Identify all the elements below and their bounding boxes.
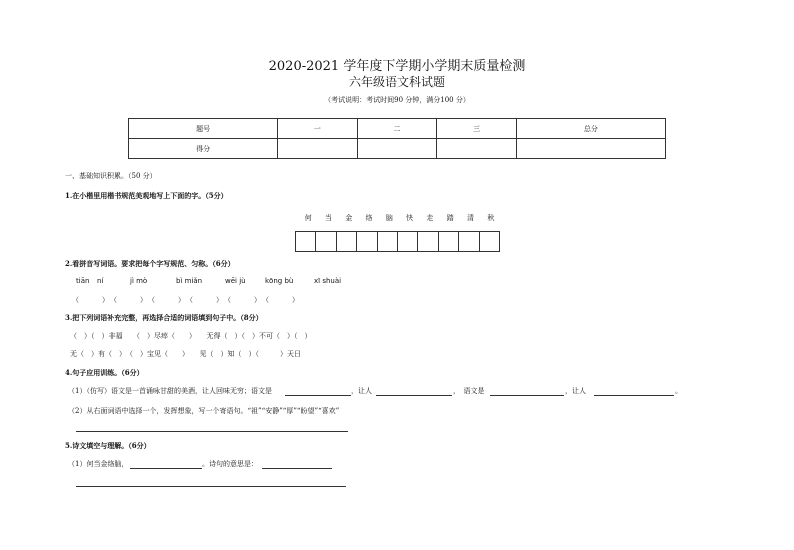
q1-char: 走	[426, 214, 434, 222]
writing-box[interactable]	[356, 231, 377, 252]
exam-note: （考试说明：考试时间90 分钟，满分100 分）	[324, 96, 470, 104]
score-header-cell: 总分	[516, 119, 665, 139]
writing-box[interactable]	[315, 231, 336, 252]
score-table-score-row	[129, 139, 666, 159]
writing-box[interactable]	[438, 231, 459, 252]
q1-char: 秋	[487, 214, 495, 222]
score-cell[interactable]	[437, 139, 517, 159]
q4-blank[interactable]	[285, 395, 351, 396]
q2-pinyin: xī shuài	[314, 277, 342, 285]
q1-char: 络	[365, 214, 373, 222]
question-3-title: 3.把下列词语补充完整，再选择合适的词语填到句子中。（8分）	[65, 313, 263, 322]
score-cell[interactable]	[357, 139, 437, 159]
score-table	[128, 118, 666, 159]
score-cell[interactable]	[278, 139, 358, 159]
score-header-cell: 一	[278, 119, 358, 139]
q5-answer-line[interactable]	[76, 486, 346, 487]
q5-item-1-part-b: 。诗句的意思是：	[202, 460, 258, 468]
q2-pinyin: tiān	[76, 277, 90, 285]
score-table-header-row	[129, 119, 666, 139]
q2-pinyin: ní	[97, 277, 104, 285]
score-header-cell: 题号	[129, 119, 278, 139]
q1-char: 脑	[385, 214, 393, 222]
q5-blank[interactable]	[262, 468, 332, 469]
writing-box[interactable]	[336, 231, 357, 252]
q4-answer-line[interactable]	[76, 431, 348, 432]
q1-writing-grid	[295, 231, 499, 252]
q4-item-1-part-b: ，让人	[351, 387, 372, 395]
q4-item-1-part-c: ， 语文是	[453, 387, 485, 395]
writing-box[interactable]	[417, 231, 438, 252]
q2-answer-brackets[interactable]: （ ） （ ） （ ） （ ） （ ） （ ）	[72, 296, 300, 304]
q4-item-1-part-d: ，让人	[565, 387, 586, 395]
score-cell[interactable]	[516, 139, 665, 159]
section-1-heading: 一、基础知识积累。（50 分）	[65, 172, 157, 180]
writing-box[interactable]	[295, 231, 316, 252]
q2-pinyin: bì miǎn	[176, 277, 203, 285]
q1-char: 快	[406, 214, 414, 222]
q1-char: 金	[345, 214, 353, 222]
score-row-label: 得分	[129, 139, 278, 159]
q2-pinyin: kōng bù	[265, 277, 294, 285]
q4-blank[interactable]	[594, 395, 674, 396]
q1-char: 当	[324, 214, 332, 222]
q2-pinyin: jì mò	[130, 277, 148, 285]
writing-box[interactable]	[397, 231, 418, 252]
q1-char: 踏	[446, 214, 454, 222]
q4-blank[interactable]	[490, 395, 564, 396]
question-4-title: 4.句子应用训练。（6分）	[65, 368, 144, 377]
q1-character-list	[298, 213, 501, 223]
question-1-title: 1.在小楷里用楷书规范美观地写上下面的字。（5分）	[65, 191, 228, 200]
q5-blank[interactable]	[130, 468, 202, 469]
writing-box[interactable]	[479, 231, 500, 252]
writing-box[interactable]	[377, 231, 398, 252]
q4-item-2: （2）从右面词语中选择一个，发挥想象，写一个寄语句。“祖”“安静”“厚”“盼望”“喜欢”	[68, 407, 340, 415]
score-header-cell: 二	[357, 119, 437, 139]
q3-row-1[interactable]: （ ）（ ）非福 （ ）尽瘁（ ） 无得（ ）（ ）不可（ ）（ ）	[70, 332, 312, 340]
q1-char: 清	[467, 214, 475, 222]
q2-pinyin: wēi jù	[225, 277, 246, 285]
q5-item-1-prefix: （1）何当金络脑，	[68, 460, 129, 468]
q4-item-1-prefix: （1）（仿写）语文是一首诵咏甘甜的美酒，让人回味无穷；语文是	[68, 387, 272, 395]
writing-box[interactable]	[458, 231, 479, 252]
question-2-title: 2.看拼音写词语。要求把每个字写规范、匀称。（6分）	[65, 259, 235, 268]
score-header-cell: 三	[437, 119, 517, 139]
q3-row-2[interactable]: 无（ ）有（ ） （ ）宝见（ ） 见（ ）知（ ）（ ）天日	[70, 350, 301, 358]
q1-char: 何	[304, 214, 312, 222]
q4-blank[interactable]	[376, 395, 452, 396]
exam-title: 2020-2021 学年度下学期小学期末质量检测	[268, 59, 526, 74]
exam-subtitle: 六年级语文科试题	[348, 75, 445, 89]
q4-item-1-end: 。	[675, 387, 682, 395]
question-5-title: 5.诗文填空与理解。（6分）	[65, 441, 151, 450]
